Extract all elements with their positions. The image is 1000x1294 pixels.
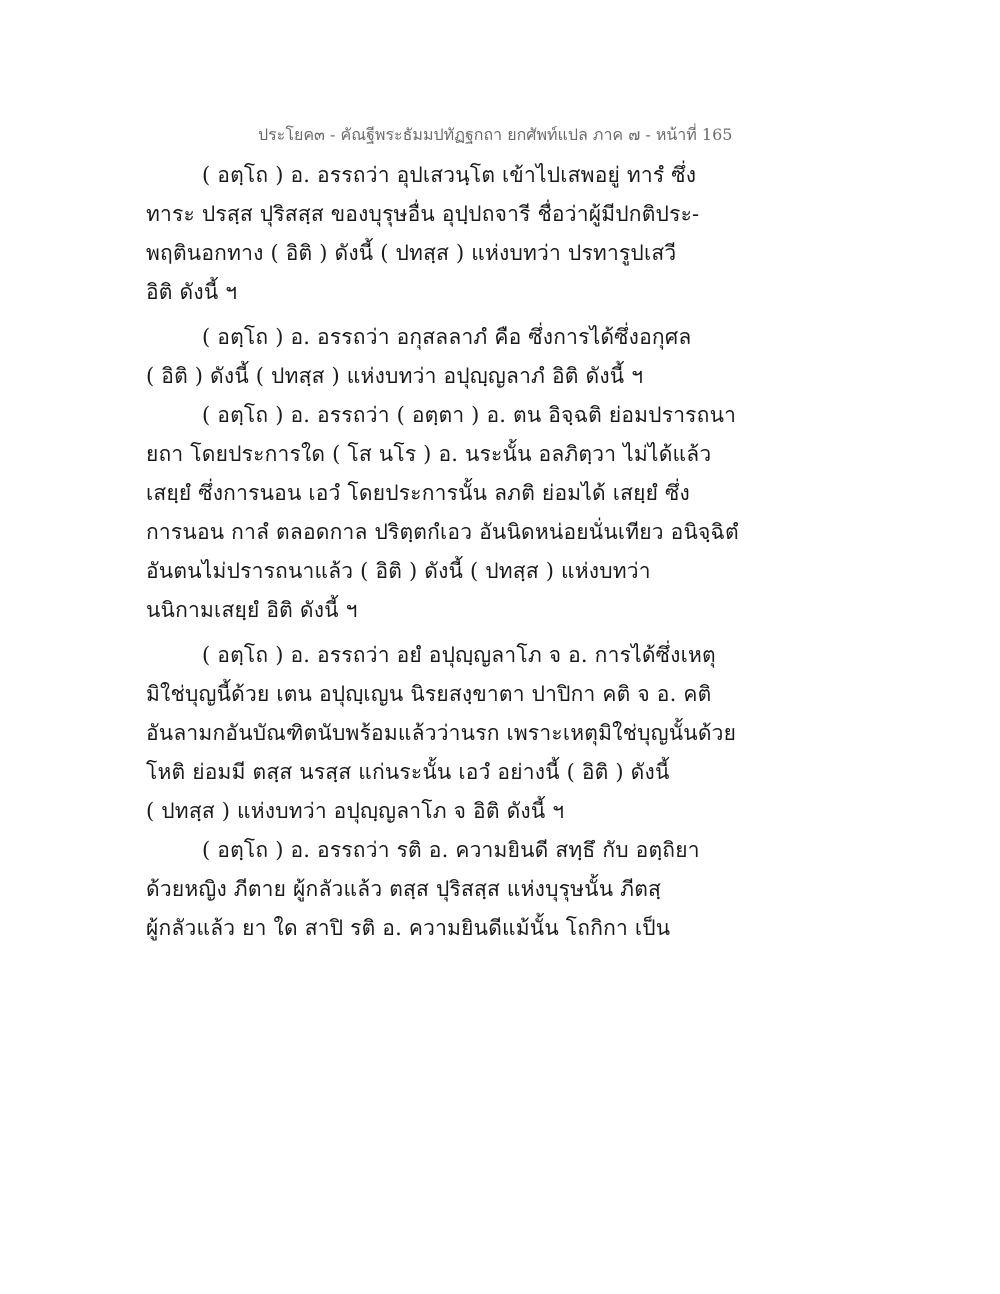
text-line: การนอน กาลํ ตลอดกาล ปริตฺตกํเอว อันนิดหน่อยนั่นเทียว อนิจฺฉิตํ xyxy=(146,520,739,544)
text-line: ยถา โดยประการใด ( โส นโร ) อ. นระนั้น อลภิตฺวา ไม่ได้แล้ว xyxy=(146,442,712,466)
text-line: พฤตินอกทาง ( อิติ ) ดังนี้ ( ปทสฺส ) แห่งบทว่า ปรทารูปเสวี xyxy=(146,241,677,265)
text-line: ( อตฺโถ ) อ. อรรถว่า ( อตฺตา ) อ. ตน อิจฺฉติ ย่อมปรารถนา xyxy=(202,403,737,427)
text-line: ทาระ ปรสฺส ปุริสสฺส ของบุรุษอื่น อุปฺปถจารี ชื่อว่าผู้มีปกติประ- xyxy=(146,202,700,226)
text-line: อิติ ดังนี้ ฯ xyxy=(146,280,238,304)
text-line: มิใช่บุญนี้ด้วย เตน อปุญฺเญน นิรยสงฺขาตา ปาปิกา คติ จ อ. คติ xyxy=(146,682,712,706)
text-line: นนิกามเสยฺยํ อิติ ดังนี้ ฯ xyxy=(146,598,358,622)
body-text xyxy=(146,156,739,948)
text-line: ( ปทสฺส ) แห่งบทว่า อปุญฺญลาโภ จ อิติ ดังนี้ ฯ xyxy=(146,799,565,823)
text-line: ด้วยหญิง ภีตาย ผู้กลัวแล้ว ตสฺส ปุริสสฺส แห่งบุรุษนั้น ภีตสฺ xyxy=(146,877,662,901)
text-line: ( อิติ ) ดังนี้ ( ปทสฺส ) แห่งบทว่า อปุญฺญลาภํ อิติ ดังนี้ ฯ xyxy=(146,364,644,388)
text-line: อันลามกอันบัณฑิตนับพร้อมแล้วว่านรก เพราะเหตุมิใช่บุญนั้นด้วย xyxy=(146,721,737,745)
text-line: ( อตฺโถ ) อ. อรรถว่า อกุสลลาภํ คือ ซึ่งการได้ซึ่งอกุศล xyxy=(202,325,692,349)
running-header: ประโยค๓ - คัณฐีพระธัมมปทัฏฐกถา ยกศัพท์แปล ภาค ๗ - หน้าที่ 165 xyxy=(258,125,733,144)
text-line: ผู้กลัวแล้ว ยา ใด สาปิ รติ อ. ความยินดีแม้นั้น โถกิกา เป็น xyxy=(146,916,671,940)
text-line: ( อตฺโถ ) อ. อรรถว่า รติ อ. ความยินดี สทฺธึ กับ อตฺถิยา xyxy=(202,838,700,862)
text-line: โหติ ย่อมมี ตสฺส นรสฺส แก่นระนั้น เอวํ อย่างนี้ ( อิติ ) ดังนี้ xyxy=(146,760,670,784)
text-line: อันตนไม่ปรารถนาแล้ว ( อิติ ) ดังนี้ ( ปทสฺส ) แห่งบทว่า xyxy=(146,559,651,583)
text-line: เสยฺยํ ซึ่งการนอน เอวํ โดยประการนั้น ลภติ ย่อมได้ เสยฺยํ ซึ่ง xyxy=(146,481,690,505)
text-line: ( อตฺโถ ) อ. อรรถว่า อยํ อปุญฺญลาโภ จ อ. การได้ซึ่งเหตุ xyxy=(202,643,716,667)
text-line: ( อตฺโถ ) อ. อรรถว่า อุปเสวนฺโต เข้าไปเสพอยู่ ทารํ ซึ่ง xyxy=(202,163,697,187)
